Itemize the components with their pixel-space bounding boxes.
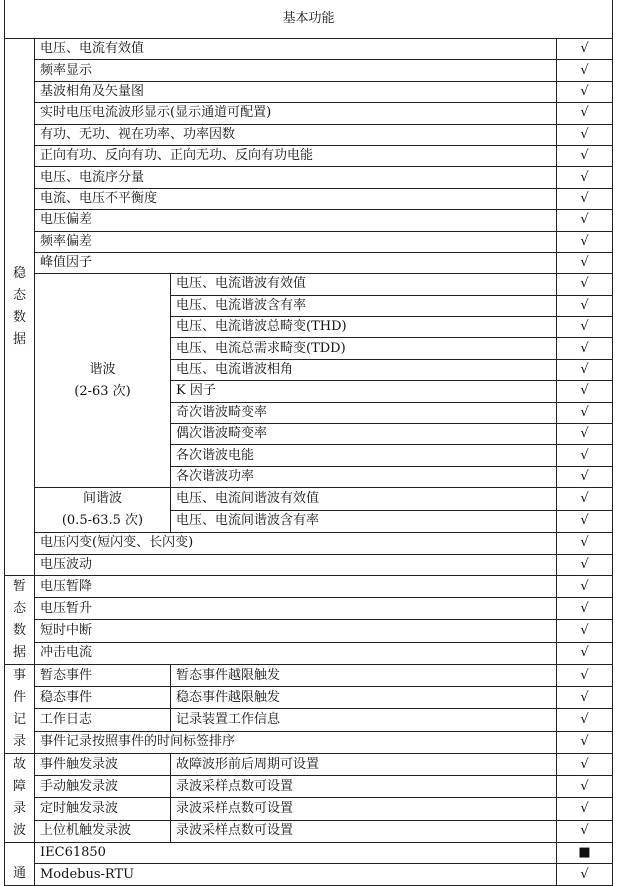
feature-name: 偶次谐波畸变率 [171,424,557,445]
feature-name: 基波相角及矢量图 [35,81,557,102]
support-mark: √ [557,359,613,380]
support-mark: √ [557,402,613,423]
feature-name: 暂态事件越限触发 [171,664,557,686]
support-mark: √ [557,798,613,820]
table-row [5,776,613,798]
table-row [5,81,613,102]
feature-name: 峰值因子 [35,252,557,273]
table-row [5,864,613,885]
table-row [5,575,613,597]
group-label: 谐波 (2-63 次) [35,274,171,488]
feature-name: 记录装置工作信息 [171,709,557,731]
support-mark: √ [557,167,613,188]
feature-name: 电压波动 [35,554,557,575]
support-mark: √ [557,145,613,166]
support-mark: √ [557,709,613,731]
table-row [5,620,613,642]
support-mark: √ [557,488,613,511]
support-mark: √ [557,317,613,338]
support-mark: √ [557,575,613,597]
feature-name: 电压、电流序分量 [35,167,557,188]
table-row [5,753,613,775]
table-row [5,598,613,620]
support-mark: √ [557,466,613,487]
table-row [5,709,613,731]
support-mark: √ [557,295,613,316]
feature-name: 电压、电流谐波相角 [171,359,557,380]
trigger-type: 手动触发录波 [35,776,171,798]
feature-name: 电压、电流有效值 [35,39,557,60]
support-mark: √ [557,338,613,359]
feature-name: 电压、电流谐波总畸变(THD) [171,317,557,338]
feature-name: 频率显示 [35,60,557,81]
feature-name: IEC61850 [35,842,557,863]
category-label: 稳态数据 [5,39,35,576]
feature-name: K 因子 [171,381,557,402]
table-row [5,188,613,209]
feature-name: 实时电压电流波形显示(显示通道可配置) [35,103,557,124]
feature-name: 各次谐波电能 [171,445,557,466]
trigger-type: 事件触发录波 [35,753,171,775]
category-label: 故障录波 [5,753,35,842]
support-mark: √ [557,381,613,402]
support-mark: √ [557,60,613,81]
support-mark: √ [557,533,613,554]
table-row [5,533,613,554]
support-mark: √ [557,731,613,753]
trigger-type: 上位机触发录波 [35,820,171,842]
support-mark: √ [557,687,613,709]
support-mark: √ [557,820,613,842]
table-row [5,820,613,842]
table-row [5,124,613,145]
table-row [5,554,613,575]
table-row [5,103,613,124]
support-mark: √ [557,445,613,466]
support-mark: √ [557,864,613,885]
feature-name: 电压闪变(短闪变、长闪变) [35,533,557,554]
support-mark: √ [557,753,613,775]
feature-name: 有功、无功、视在功率、功率因数 [35,124,557,145]
feature-name: 录波采样点数可设置 [171,798,557,820]
feature-table [4,0,613,886]
category-label: 通 [5,842,35,885]
table-row [5,642,613,664]
support-mark: ■ [557,842,613,863]
table-row [5,252,613,273]
support-mark: √ [557,620,613,642]
feature-name: 冲击电流 [35,642,557,664]
table-row [5,210,613,231]
feature-name: 电压暂降 [35,575,557,597]
category-label: 暂态数据 [5,575,35,664]
support-mark: √ [557,510,613,533]
table-row [5,687,613,709]
support-mark: √ [557,554,613,575]
support-mark: √ [557,274,613,295]
support-mark: √ [557,424,613,445]
support-mark: √ [557,103,613,124]
support-mark: √ [557,124,613,145]
feature-name: 电压、电流谐波含有率 [171,295,557,316]
feature-name: 各次谐波功率 [171,466,557,487]
support-mark: √ [557,598,613,620]
feature-name: 电压、电流间谐波有效值 [171,488,557,511]
table-row [5,664,613,686]
feature-name: 频率偏差 [35,231,557,252]
feature-name: 奇次谐波畸变率 [171,402,557,423]
feature-name: 录波采样点数可设置 [171,820,557,842]
table-row [5,488,613,511]
feature-name: 电流、电压不平衡度 [35,188,557,209]
support-mark: √ [557,776,613,798]
feature-name: 电压、电流间谐波含有率 [171,510,557,533]
table-row [5,231,613,252]
feature-name: 录波采样点数可设置 [171,776,557,798]
support-mark: √ [557,39,613,60]
table-row [5,842,613,863]
table-row [5,274,613,295]
table-row [5,167,613,188]
group-label: 间谐波 (0.5-63.5 次) [35,488,171,533]
trigger-type: 工作日志 [35,709,171,731]
feature-name: 电压暂升 [35,598,557,620]
feature-name: 电压偏差 [35,210,557,231]
table-row [5,145,613,166]
trigger-type: 暂态事件 [35,664,171,686]
support-mark: √ [557,188,613,209]
header-row [5,0,613,39]
table-row [5,39,613,60]
support-mark: √ [557,231,613,252]
table-row [5,798,613,820]
support-mark: √ [557,210,613,231]
support-mark: √ [557,81,613,102]
trigger-type: 稳态事件 [35,687,171,709]
category-label: 事件记录 [5,664,35,753]
trigger-type: 定时触发录波 [35,798,171,820]
feature-name: 故障波形前后周期可设置 [171,753,557,775]
table-row [5,731,613,753]
feature-name: 正向有功、反向有功、正向无功、反向有功电能 [35,145,557,166]
support-mark: √ [557,252,613,273]
table-row [5,60,613,81]
feature-name: 稳态事件越限触发 [171,687,557,709]
feature-name: Modebus-RTU [35,864,557,885]
feature-name: 短时中断 [35,620,557,642]
table-title: 基本功能 [5,0,613,39]
support-mark: √ [557,642,613,664]
feature-name: 电压、电流总需求畸变(TDD) [171,338,557,359]
feature-name: 事件记录按照事件的时间标签排序 [35,731,557,753]
feature-name: 电压、电流谐波有效值 [171,274,557,295]
support-mark: √ [557,664,613,686]
